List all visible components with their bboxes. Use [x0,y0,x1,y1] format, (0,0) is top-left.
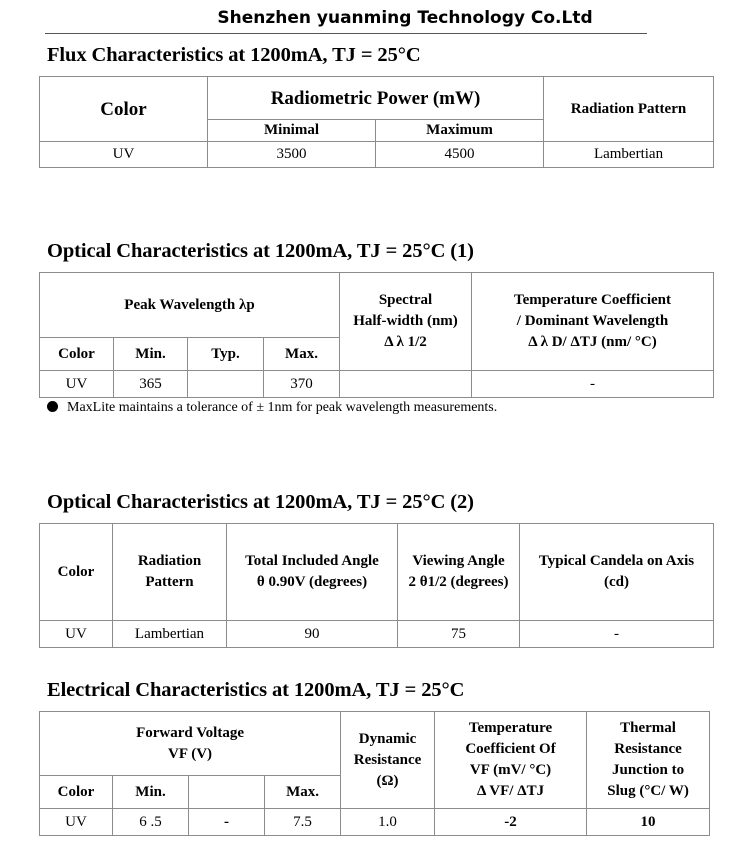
electrical-cell-mid: - [189,809,265,836]
header-line: Temperature Coefficient [513,292,672,308]
header-line: θ 0.90V (degrees) [256,574,368,590]
flux-cell-max: 4500 [376,142,544,168]
electrical-cell-thermal: 10 [587,809,710,836]
flux-cell-min: 3500 [208,142,376,168]
electrical-header-min: Min. [113,776,189,809]
flux-header-power: Radiometric Power (mW) [208,77,544,120]
header-line: 2 θ1/2 (degrees) [408,574,509,590]
electrical-cell-dynamic: 1.0 [341,809,435,836]
table-row [40,371,714,398]
header-line: Viewing Angle [412,553,505,569]
table-row [40,621,714,648]
optical1-header-min: Min. [114,338,188,371]
electrical-title: Electrical Characteristics at 1200mA, TJ = 25°C [47,679,465,701]
optical2-table [39,523,714,648]
header-line: Resistance [353,751,422,768]
header-line: Dynamic [358,730,417,747]
optical2-header-pattern [113,524,227,621]
tolerance-note [47,400,497,416]
header-line: Total Included Angle [245,553,379,569]
flux-header-min: Minimal [208,120,376,142]
header-rule [45,33,647,34]
optical2-header-candela [520,524,714,621]
flux-cell-color: UV [40,142,208,168]
header-line: (Ω) [376,772,399,789]
optical1-cell-max: 370 [264,371,340,398]
optical1-header-spectral [340,273,472,371]
header-line: / Dominant Wavelength [516,313,669,329]
header-line: Temperature [468,720,553,736]
optical2-header-view [398,524,520,621]
optical1-header-peak: Peak Wavelength λp [40,273,340,338]
electrical-header-max: Max. [265,776,341,809]
electrical-header-color: Color [40,776,113,809]
header-line: Typical Candela on Axis [538,553,695,569]
header-line: Half-width (nm) [353,313,458,329]
optical1-title: Optical Characteristics at 1200mA, TJ = 25°C (1) [47,240,474,262]
optical1-header-temp [472,273,714,371]
optical2-cell-view: 75 [398,621,520,648]
optical2-title: Optical Characteristics at 1200mA, TJ = 25°C (2) [47,491,474,513]
flux-header-color: Color [40,77,208,142]
table-row [40,809,710,836]
header-line: Pattern [145,574,194,590]
flux-header-pattern: Radiation Pattern [544,77,714,142]
electrical-cell-color: UV [40,809,113,836]
electrical-header-temp-coefficient [435,712,587,809]
header-line: Slug (°C/ W) [607,783,689,799]
optical2-cell-angle: 90 [227,621,398,648]
optical2-cell-color: UV [40,621,113,648]
optical1-cell-spectral [340,371,472,398]
header-line: VF (V) [168,745,213,762]
header-line: Radiation [137,553,202,569]
electrical-header-forward-voltage [40,712,341,776]
header-line: Spectral [378,292,433,308]
header-line: Forward Voltage [136,724,244,741]
tolerance-note-text: MaxLite maintains a tolerance of ± 1nm for peak wavelength measurements. [67,400,498,415]
electrical-cell-max: 7.5 [265,809,341,836]
header-line: Δ VF/ ΔTJ [476,783,545,799]
flux-table [39,76,714,168]
header-line: Resistance [614,741,682,757]
header-line: Δ λ 1/2 [384,334,427,350]
optical2-header-angle [227,524,398,621]
flux-header-max: Maximum [376,120,544,142]
optical2-cell-pattern: Lambertian [113,621,227,648]
electrical-header-mid [189,776,265,809]
header-line: Coefficient Of [465,741,556,757]
header-line: Δ λ D/ ΔTJ (nm/ °C) [528,334,657,350]
header-line: (cd) [604,574,629,590]
electrical-cell-min: 6 .5 [113,809,189,836]
flux-title: Flux Characteristics at 1200mA, TJ = 25°C [47,44,421,66]
bullet-icon [47,401,58,412]
electrical-header-thermal [587,712,710,809]
optical1-header-max: Max. [264,338,340,371]
table-row [40,142,714,168]
company-header [0,8,750,28]
header-line: Junction to [612,762,685,778]
optical2-cell-candela: - [520,621,714,648]
header-line: Thermal [620,720,676,736]
electrical-cell-temp-coefficient: -2 [435,809,587,836]
optical1-cell-temp: - [472,371,714,398]
optical1-cell-color: UV [40,371,114,398]
electrical-table [39,711,710,836]
optical1-table [39,272,714,398]
flux-cell-pattern: Lambertian [544,142,714,168]
company-name: Shenzhen yuanming Technology Co.Ltd [217,8,593,28]
optical2-header-color: Color [40,524,113,621]
header-line: VF (mV/ °C) [469,762,552,778]
optical1-cell-typ [188,371,264,398]
electrical-header-dynamic [341,712,435,809]
optical1-cell-min: 365 [114,371,188,398]
optical1-header-color: Color [40,338,114,371]
optical1-header-typ: Typ. [188,338,264,371]
